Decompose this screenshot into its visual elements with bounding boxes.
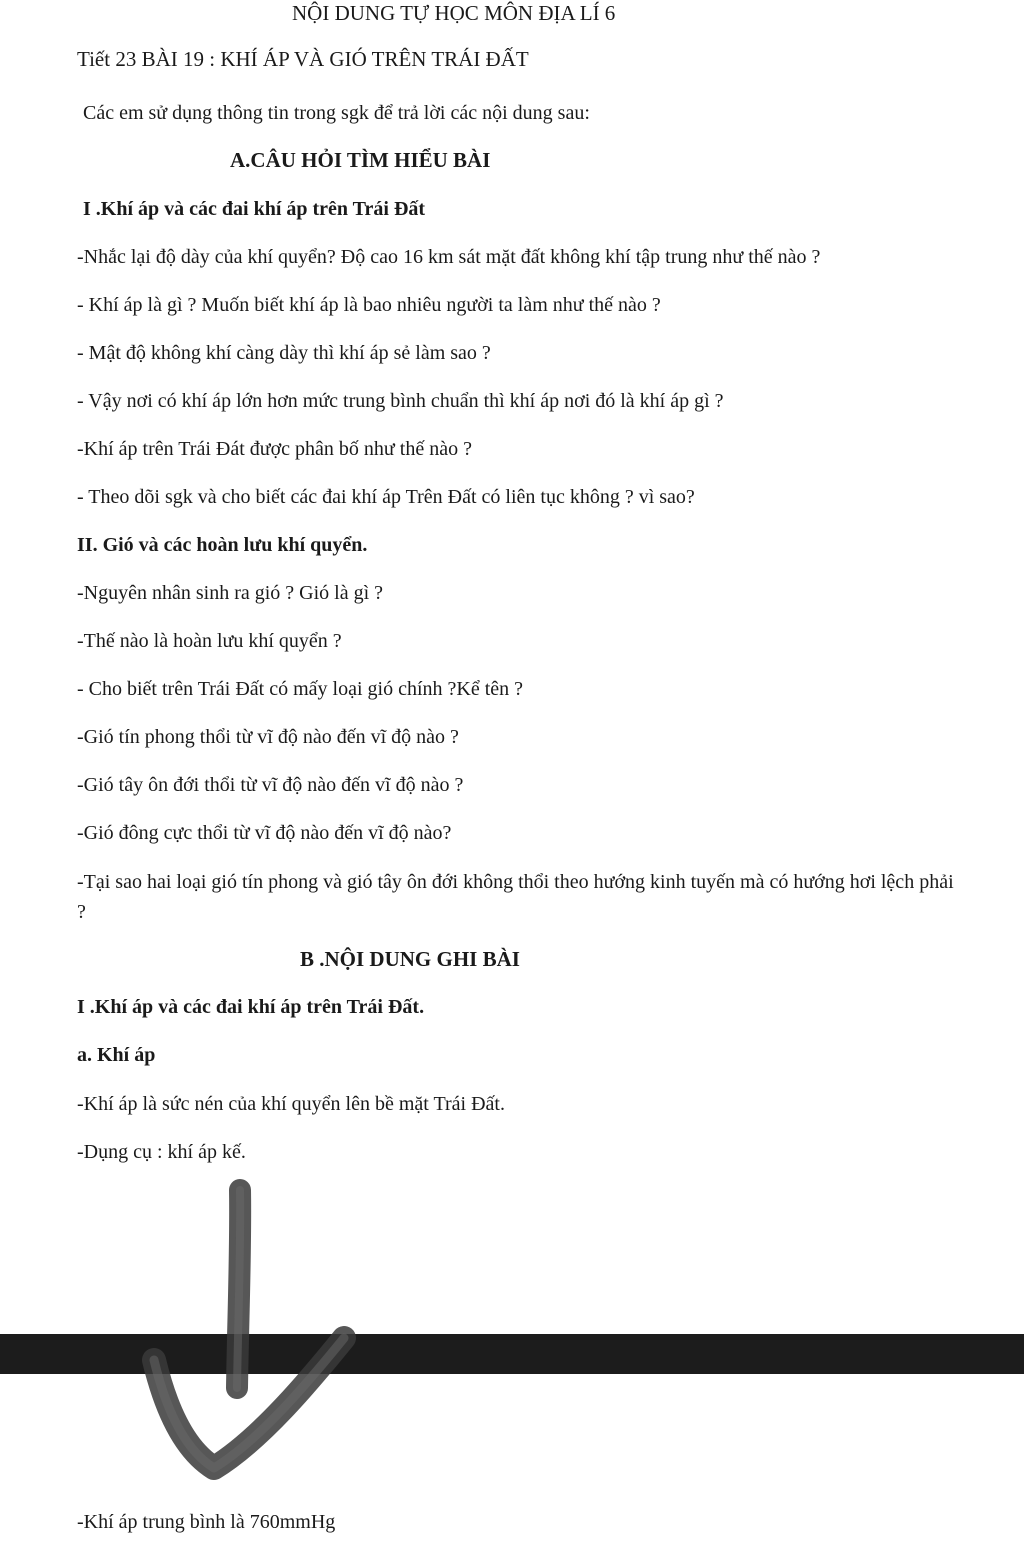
question-item: -Nhắc lại độ dày của khí quyển? Độ cao 16 km sát mặt đất không khí tập trung như thế nào ?	[77, 246, 821, 268]
instruction-text: Các em sử dụng thông tin trong sgk để trả lời các nội dung sau:	[83, 102, 590, 124]
question-item: -Tại sao hai loại gió tín phong và gió tây ôn đới không thổi theo hướng kinh tuyến mà có hướng hơi lệch phải ?	[77, 871, 954, 923]
section-b-part1-heading: I .Khí áp và các đai khí áp trên Trái Đất.	[77, 996, 425, 1018]
note-line: -Khí áp là sức nén của khí quyển lên bề mặt Trái Đất.	[77, 1093, 505, 1115]
question-item: - Mật độ không khí càng dày thì khí áp sẻ làm sao ?	[77, 342, 491, 364]
question-item: -Gió tín phong thổi từ vĩ độ nào đến vĩ độ nào ?	[77, 726, 459, 748]
subheading-khi-ap: a. Khí áp	[77, 1044, 156, 1066]
question-item: -Thế nào là hoàn lưu khí quyển ?	[77, 630, 342, 652]
section-a-part2-heading: II. Gió và các hoàn lưu khí quyển.	[77, 534, 368, 556]
question-item: - Khí áp là gì ? Muốn biết khí áp là bao nhiêu người ta làm như thế nào ?	[77, 294, 661, 316]
section-a-title: A.CÂU HỎI TÌM HIỂU BÀI	[230, 148, 491, 172]
question-item: -Gió tây ôn đới thổi từ vĩ độ nào đến vĩ độ nào ?	[77, 774, 464, 796]
question-item: - Theo dõi sgk và cho biết các đai khí áp Trên Đất có liên tục không ? vì sao?	[77, 486, 695, 508]
black-bar-overlay	[0, 1334, 1024, 1374]
section-b-title: B .NỘI DUNG GHI BÀI	[300, 947, 520, 971]
section-a-part1-heading: I .Khí áp và các đai khí áp trên Trái Đất	[83, 198, 426, 220]
question-item: - Vậy nơi có khí áp lớn hơn mức trung bình chuẩn thì khí áp nơi đó là khí áp gì ?	[77, 390, 724, 412]
question-item: - Cho biết trên Trái Đất có mấy loại gió chính ?Kể tên ?	[77, 678, 524, 700]
lesson-title: Tiết 23 BÀI 19 : KHÍ ÁP VÀ GIÓ TRÊN TRÁI ĐẤT	[77, 47, 529, 71]
note-line: -Dụng cụ : khí áp kế.	[77, 1141, 246, 1163]
document-title: NỘI DUNG TỰ HỌC MÔN ĐỊA LÍ 6	[292, 1, 616, 25]
note-line: -Khí áp trung bình là 760mmHg	[77, 1511, 336, 1533]
question-item: -Gió đông cực thổi từ vĩ độ nào đến vĩ độ nào?	[77, 822, 452, 844]
question-item: -Nguyên nhân sinh ra gió ? Gió là gì ?	[77, 582, 384, 604]
question-item: -Khí áp trên Trái Đát được phân bố như thế nào ?	[77, 438, 472, 460]
